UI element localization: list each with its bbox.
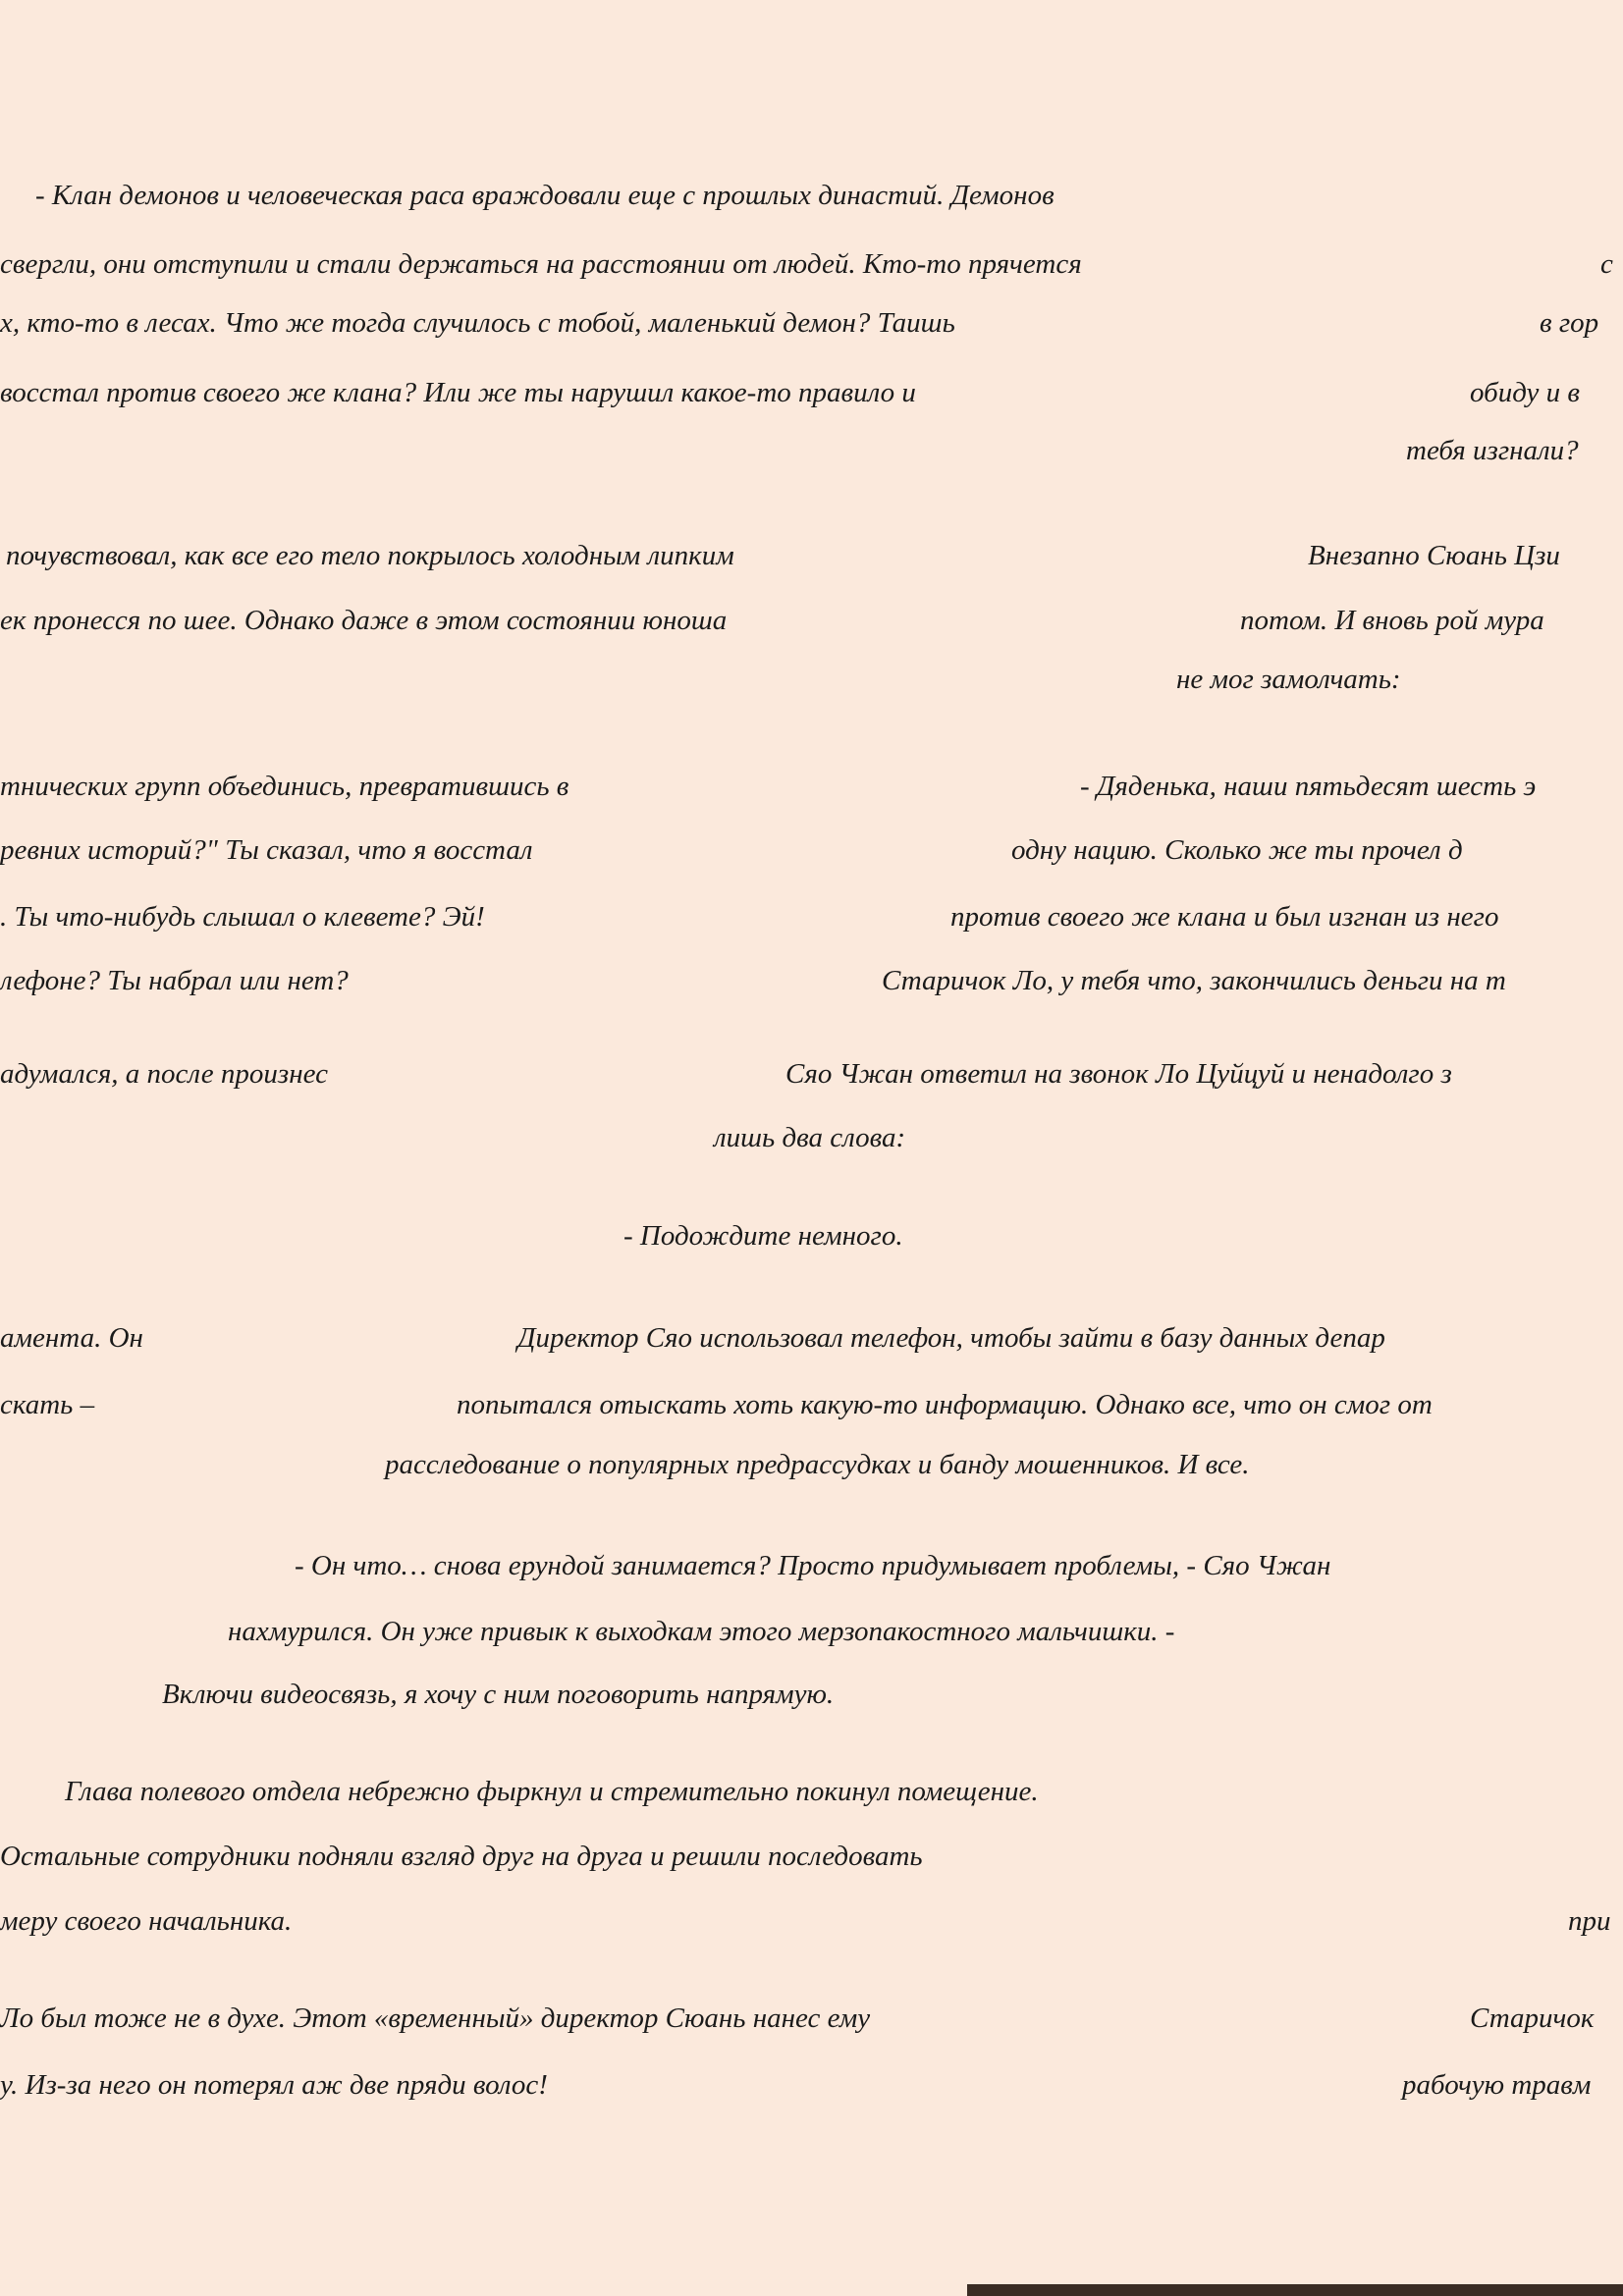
text-line <box>0 1769 1623 1814</box>
text-line <box>0 598 1623 643</box>
text-fragment: тнических групп объединись, превратившись в <box>0 771 569 802</box>
text-line <box>0 533 1623 578</box>
text-fragment: обиду и в <box>1470 377 1580 408</box>
text-fragment: Ло был тоже не в духе. Этот «временный» директор Сюань нанес ему <box>0 2002 871 2034</box>
bottom-edge-bar <box>967 2284 1623 2296</box>
text-fragment: - Подождите немного. <box>623 1220 903 1252</box>
text-line <box>0 1315 1623 1361</box>
text-fragment: Директор Сяо использовал телефон, чтобы зайти в базу данных депар <box>517 1322 1385 1354</box>
text-fragment: меру своего начальника. <box>0 1905 293 1937</box>
text-fragment: Старичок <box>1470 2002 1595 2034</box>
text-line <box>0 828 1623 873</box>
text-fragment: одну нацию. Сколько же ты прочел д <box>1011 834 1463 866</box>
text-fragment: против своего же клана и был изгнан из него <box>950 901 1499 933</box>
text-fragment: ревних историй?" Ты сказал, что я восстал <box>0 834 533 866</box>
text-line <box>0 1672 1623 1717</box>
text-fragment: - Клан демонов и человеческая раса враждовали еще с прошлых династий. Демонов <box>35 180 1055 211</box>
text-fragment: - Дяденька, наши пятьдесят шесть э <box>1080 771 1537 802</box>
text-fragment: свергли, они отступили и стали держаться на расстоянии от людей. Кто-то прячется <box>0 248 1082 280</box>
text-fragment: почувствовал, как все его тело покрылось холодным липким <box>6 540 734 571</box>
text-line <box>0 241 1623 287</box>
text-line <box>0 1609 1623 1654</box>
text-fragment: х, кто-то в лесах. Что же тогда случилось с тобой, маленький демон? Таишь <box>0 307 955 339</box>
text-fragment: восстал против своего же клана? Или же ты нарушил какое-то правило и <box>0 377 916 408</box>
text-fragment: в гор <box>1540 307 1599 339</box>
text-fragment: не мог замолчать: <box>1176 664 1401 695</box>
text-fragment: нахмурился. Он уже привык к выходкам этого мерзопакостного мальчишки. - <box>228 1616 1175 1647</box>
text-line <box>0 428 1623 473</box>
text-line <box>0 1834 1623 1879</box>
text-fragment: адумался, а после произнес <box>0 1058 328 1090</box>
text-fragment: - Он что… снова ерундой занимается? Просто придумывает проблемы, - Сяо Чжан <box>295 1550 1331 1581</box>
text-fragment: тебя изгнали? <box>1406 435 1579 466</box>
text-fragment: у. Из-за него он потерял аж две пряди волос! <box>0 2069 548 2101</box>
text-fragment: лишь два слова: <box>714 1122 906 1153</box>
text-fragment: ек пронесся по шее. Однако даже в этом состоянии юноша <box>0 605 728 636</box>
text-fragment: . Ты что-нибудь слышал о клевете? Эй! <box>0 901 485 933</box>
text-line <box>0 2062 1623 2108</box>
text-line <box>0 173 1623 218</box>
text-fragment: Включи видеосвязь, я хочу с ним поговорить напрямую. <box>162 1679 835 1710</box>
text-fragment: Глава полевого отдела небрежно фыркнул и стремительно покинул помещение. <box>65 1776 1039 1807</box>
text-line <box>0 300 1623 346</box>
text-fragment: Внезапно Сюань Цзи <box>1308 540 1560 571</box>
text-fragment: Старичок Ло, у тебя что, закончились деньги на т <box>882 965 1506 996</box>
text-fragment: попытался отыскать хоть какую-то информацию. Однако все, что он смог от <box>457 1389 1433 1420</box>
text-line <box>0 1051 1623 1096</box>
text-fragment: Сяо Чжан ответил на звонок Ло Цуйцуй и ненадолго з <box>785 1058 1452 1090</box>
text-line <box>0 370 1623 415</box>
text-fragment: скать – <box>0 1389 95 1420</box>
text-line <box>0 1996 1623 2041</box>
text-line <box>0 958 1623 1003</box>
text-fragment: Остальные сотрудники подняли взгляд друг на друга и решили последовать <box>0 1841 923 1872</box>
text-line <box>0 1442 1623 1487</box>
text-line <box>0 764 1623 809</box>
text-line <box>0 657 1623 702</box>
text-line <box>0 1382 1623 1427</box>
text-fragment: при <box>1568 1905 1611 1937</box>
text-fragment: расследование о популярных предрассудках и банду мошенников. И все. <box>385 1449 1250 1480</box>
text-fragment: потом. И вновь рой мура <box>1240 605 1544 636</box>
text-line <box>0 1213 1623 1258</box>
text-fragment: амента. Он <box>0 1322 143 1354</box>
text-fragment: лефоне? Ты набрал или нет? <box>0 965 349 996</box>
text-fragment: с <box>1600 248 1613 280</box>
text-line <box>0 1543 1623 1588</box>
text-fragment: рабочую травм <box>1402 2069 1592 2101</box>
text-line <box>0 1898 1623 1944</box>
text-line <box>0 894 1623 939</box>
text-line <box>0 1115 1623 1160</box>
